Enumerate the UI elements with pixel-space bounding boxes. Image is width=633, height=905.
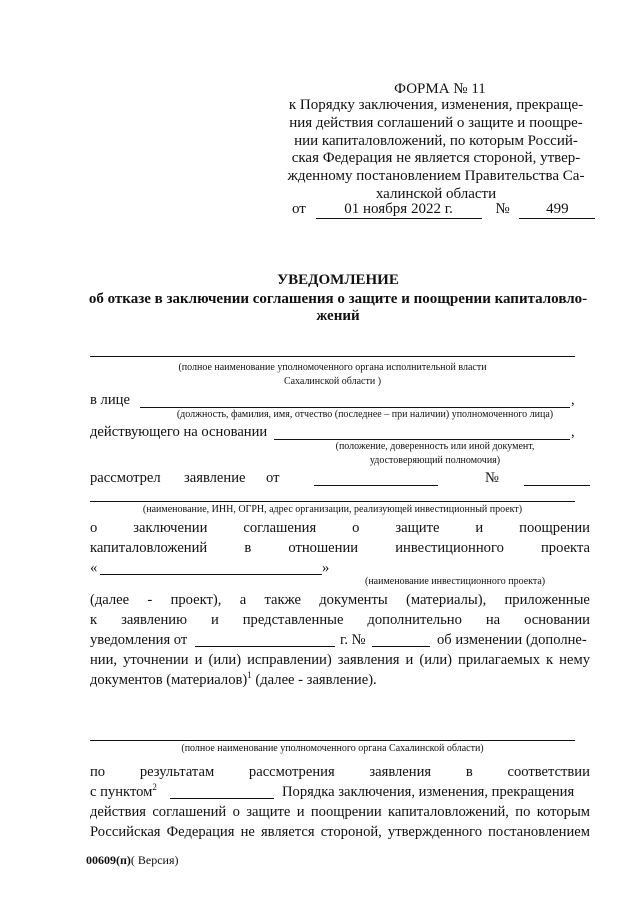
sakhalin-authority-line[interactable]	[90, 740, 575, 741]
considered-word: рассмотрел	[90, 470, 161, 486]
document-subtitle-cont: жений	[316, 308, 360, 324]
paragraph-word: (материалы),	[405, 592, 487, 608]
investment-word: проекта	[541, 540, 590, 556]
notification-date-line[interactable]	[195, 646, 335, 647]
about-line	[90, 520, 590, 537]
results-text: Российская Федерация не является стороной, утвержденного постановлением	[90, 824, 590, 840]
point-line[interactable]	[170, 798, 274, 799]
num-label: №	[495, 201, 510, 217]
organization-hint: (наименование, ИНН, ОГРН, адрес организации, реализующей инвестиционный проект)	[142, 504, 523, 515]
about-word: соглашения	[243, 520, 317, 536]
paragraph-word: -	[147, 592, 153, 608]
about-word: поощрении	[519, 520, 590, 536]
organization-line[interactable]	[90, 501, 575, 502]
basis-line[interactable]	[274, 439, 570, 440]
documents-text: документов (материалов)	[90, 672, 248, 688]
form-subtitle-line: нии капиталовложений, по которым Россий-	[294, 132, 578, 149]
paragraph-word: а	[239, 592, 247, 608]
form-subtitle-line: ния действия соглашений о защите и поощре-	[289, 114, 583, 131]
paragraph-text: нии, уточнении и (или) исправлении) заявления и (или) прилагаемых к нему	[90, 652, 590, 668]
investment-line	[90, 540, 590, 557]
form-subtitle-line: ская Федерация не является стороной, утвер-	[291, 150, 581, 167]
considered-word: от	[266, 470, 280, 486]
comma: ,	[571, 392, 575, 408]
footer-version: ( Версия)	[130, 853, 179, 867]
paragraph-line	[90, 612, 590, 629]
about-word: о	[90, 520, 98, 536]
form-date: 01 ноября 2022 г.	[316, 200, 482, 219]
about-word: о	[352, 520, 360, 536]
paragraph-word: заявлению	[121, 612, 187, 628]
notification-num-label: г. №	[340, 632, 366, 648]
basis-hint: (положение, доверенность или иной документ,	[335, 441, 535, 452]
person-hint: (должность, фамилия, имя, отчество (последнее – при наличии) уполномоченного лица)	[176, 409, 554, 420]
notification-number-line[interactable]	[372, 646, 430, 647]
in-person-label: в лице	[90, 392, 130, 408]
comma: ,	[571, 424, 575, 440]
paragraph-word: основании	[524, 612, 590, 628]
paragraph-word: к	[90, 612, 98, 628]
project-name-line[interactable]	[100, 574, 322, 575]
footer	[86, 853, 179, 867]
paragraph-word: (далее	[90, 592, 130, 608]
paragraph-word: и	[210, 612, 219, 628]
project-hint: (наименование инвестиционного проекта)	[365, 576, 546, 587]
footnote-1: 1	[247, 670, 252, 681]
sakhalin-authority-hint: (полное наименование уполномоченного органа Сахалинской области)	[181, 743, 484, 754]
form-subtitle-line: к Порядку заключения, изменения, прекраще-	[288, 97, 584, 113]
authority-hint: (полное наименование уполномоченного органа исполнительной власти	[178, 362, 487, 373]
quote-open: «	[90, 560, 98, 576]
investment-word: в	[244, 540, 252, 556]
results-line	[90, 764, 590, 781]
results-word: в	[465, 764, 473, 780]
about-word: защите	[395, 520, 440, 536]
paragraph-word: документы	[319, 592, 388, 608]
form-subtitle	[282, 97, 590, 204]
application-date-line[interactable]	[314, 485, 438, 486]
results-text: действия соглашений о защите и поощрении капиталовложений, по которым	[90, 804, 590, 820]
results-word: заявления	[369, 764, 432, 780]
document-subtitle: об отказе в заключении соглашения о защите и поощрении капиталовло-	[88, 291, 588, 307]
form-subtitle-line: жденному постановлением Правительства Са-	[287, 168, 585, 185]
investment-word: отношении	[288, 540, 359, 556]
application-text: (далее - заявление).	[251, 672, 377, 688]
authority-hint-cont: Сахалинской области )	[283, 376, 382, 387]
results-word: результатам	[139, 764, 215, 780]
paragraph-word: приложенные	[504, 592, 590, 608]
notification-label: уведомления от	[90, 632, 188, 648]
investment-word: инвестиционного	[395, 540, 504, 556]
num-sign: №	[485, 470, 499, 486]
order-text: Порядка заключения, изменения, прекращения	[282, 784, 575, 800]
paragraph-word: представленные	[242, 612, 344, 628]
form-date-row	[292, 200, 595, 219]
point-text: с пунктом	[90, 784, 153, 800]
change-text: об изменении (дополне-	[437, 632, 587, 648]
form-number: 499	[519, 200, 595, 219]
quote-close: »	[322, 560, 330, 576]
basis-hint-cont: удостоверяющий полномочия)	[369, 455, 501, 466]
form-subtitle-line: халинской области	[375, 185, 497, 202]
about-word: заключении	[133, 520, 208, 536]
paragraph-line	[90, 592, 590, 609]
application-number-line[interactable]	[524, 485, 590, 486]
point-label	[90, 784, 157, 801]
results-word: соответствии	[507, 764, 590, 780]
paragraph-word: проект),	[170, 592, 222, 608]
footer-code: 00609(п)	[86, 853, 131, 867]
authority-line[interactable]	[90, 356, 575, 357]
paragraph-end	[90, 672, 377, 689]
considered-word: заявление	[184, 470, 246, 486]
results-word: рассмотрения	[248, 764, 335, 780]
acting-on-label: действующего на основании	[90, 424, 268, 440]
investment-word: капиталовложений	[90, 540, 208, 556]
from-label: от	[292, 201, 306, 217]
person-line[interactable]	[140, 407, 570, 408]
paragraph-word: также	[264, 592, 301, 608]
form-title: ФОРМА № 11	[394, 81, 486, 97]
document-title: УВЕДОМЛЕНИЕ	[277, 272, 399, 288]
results-word: по	[90, 764, 106, 780]
about-word: и	[475, 520, 484, 536]
paragraph-word: на	[485, 612, 501, 628]
footnote-2: 2	[152, 782, 157, 793]
paragraph-word: дополнительно	[367, 612, 462, 628]
